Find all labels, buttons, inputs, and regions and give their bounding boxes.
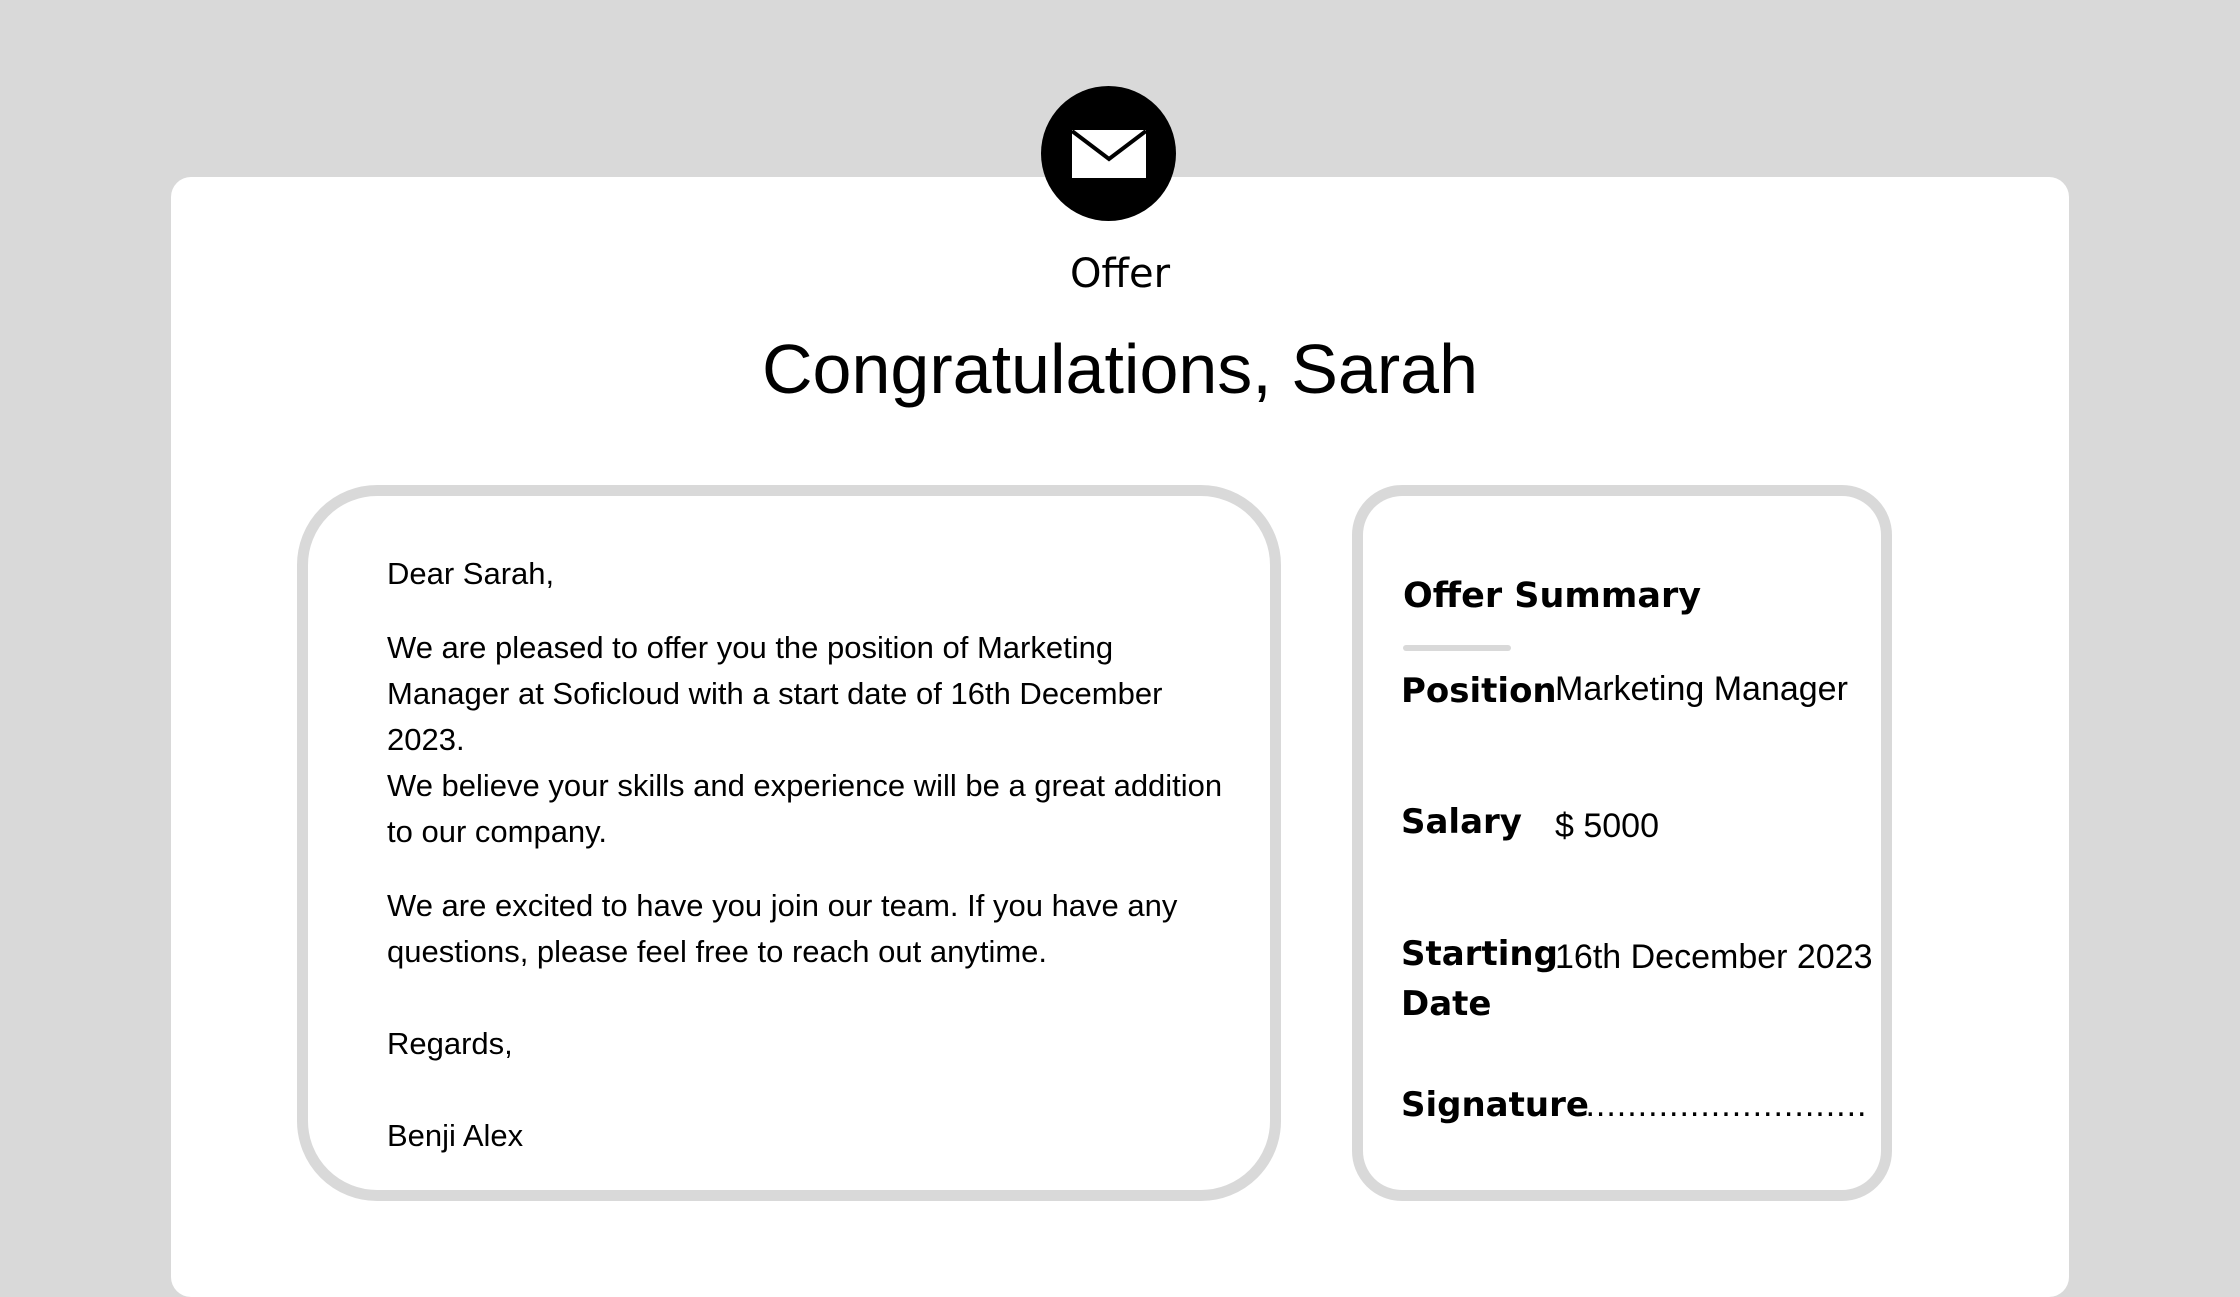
summary-title: Offer Summary bbox=[1403, 576, 1702, 616]
letter-body bbox=[387, 551, 1247, 1159]
offer-label: Offer bbox=[1069, 251, 1171, 297]
letter-line: to our company. bbox=[387, 814, 607, 849]
envelope-icon bbox=[1041, 86, 1176, 221]
letter-line: 2023. bbox=[387, 722, 465, 757]
letter-line: Manager at Soficloud with a start date of 16th December bbox=[387, 676, 1163, 711]
letter-regards: Regards, bbox=[387, 1026, 513, 1061]
signature-label: Signature bbox=[1401, 1085, 1589, 1125]
letter-panel bbox=[297, 485, 1281, 1201]
starting-date-label: Starting Date bbox=[1401, 934, 1558, 1024]
letter-sender: Benji Alex bbox=[387, 1118, 524, 1153]
letter-line: We are excited to have you join our team. If you have any bbox=[387, 888, 1178, 923]
summary-divider bbox=[1403, 645, 1511, 651]
letter-line: We believe your skills and experience will be a great addition bbox=[387, 768, 1223, 803]
letter-greeting: Dear Sarah, bbox=[387, 556, 555, 591]
offer-summary-panel bbox=[1352, 485, 1892, 1201]
position-label: Position bbox=[1401, 671, 1557, 711]
envelope-glyph bbox=[1071, 129, 1147, 179]
page-title: Congratulations, Sarah bbox=[762, 330, 1478, 408]
salary-value: $ 5000 bbox=[1555, 807, 1659, 845]
position-value: Marketing Manager bbox=[1555, 670, 1848, 708]
letter-line: We are pleased to offer you the position of Marketing bbox=[387, 630, 1114, 665]
signature-field[interactable]: ............................ bbox=[1575, 1086, 1868, 1124]
salary-label: Salary bbox=[1401, 802, 1522, 842]
letter-line: questions, please feel free to reach out anytime. bbox=[387, 934, 1048, 969]
starting-date-value: 16th December 2023 bbox=[1555, 938, 1873, 976]
